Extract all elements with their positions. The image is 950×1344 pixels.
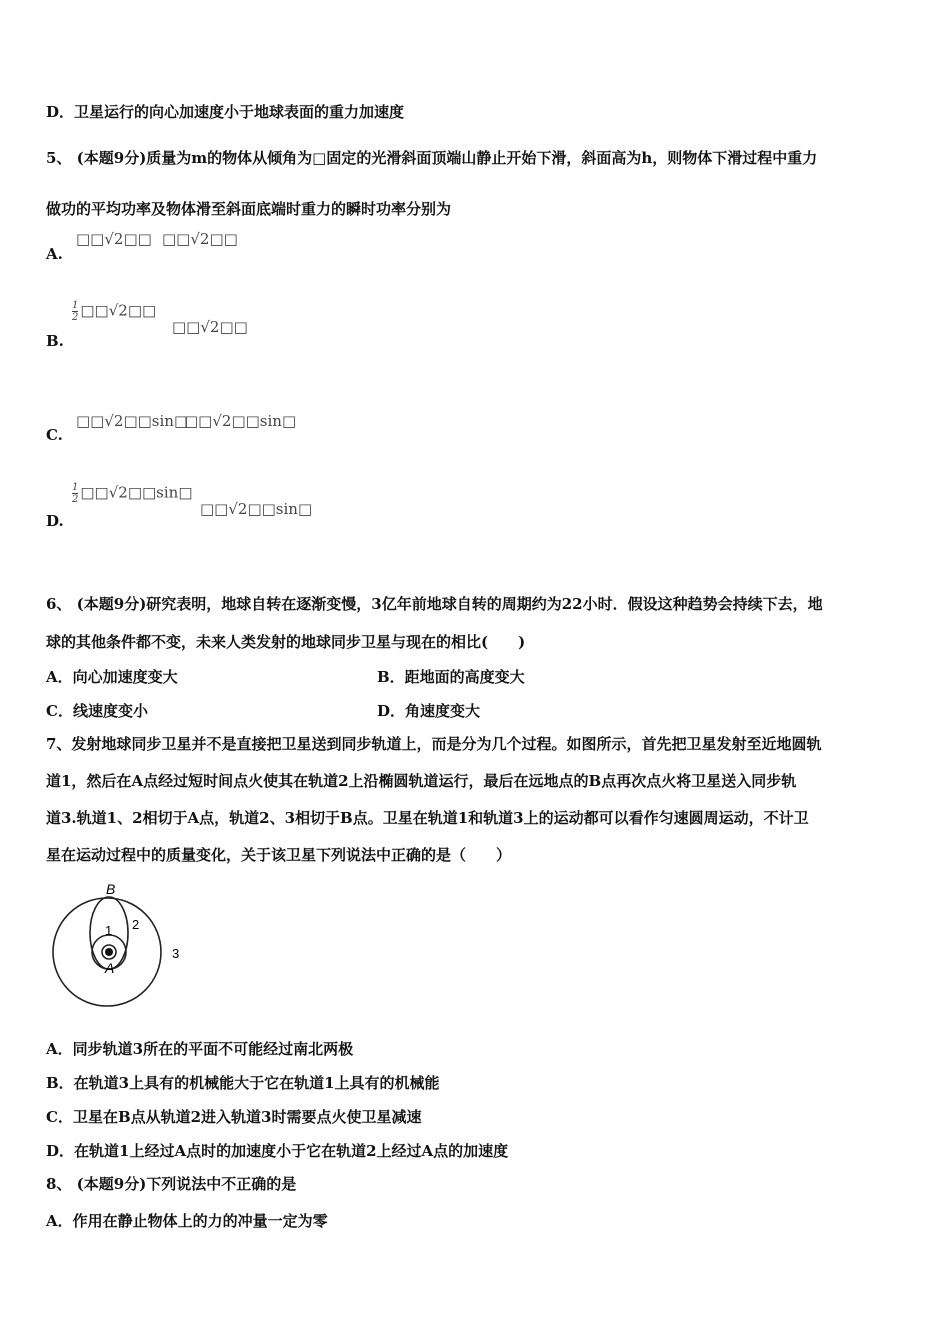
q5-option-d-formula-1: $\frac{1}{2}$ □□√2□□sin□ [72,482,193,505]
q6-option-a: A．向心加速度变大 [46,668,178,686]
q5-option-d-formula-2: □□√2□□sin□ [200,500,313,518]
q7-stem-line4: 星在运动过程中的质量变化，关于该卫星下列说法中正确的是（ ） [46,846,512,864]
q7-stem-line3: 道3.轨道1、2相切于A点，轨道2、3相切于B点。卫星在轨道1和轨道3上的运动都可以看作匀速圆周运动，不计卫 [46,809,809,827]
q5-option-b-label: B. [46,332,64,350]
q7-option-a: A．同步轨道3所在的平面不可能经过南北两极 [46,1040,354,1058]
q8-option-a: A．作用在静止物体上的力的冲量一定为零 [46,1212,328,1230]
q6-option-b: B．距地面的高度变大 [377,668,525,686]
q7-option-b: B．在轨道3上具有的机械能大于它在轨道1上具有的机械能 [46,1074,440,1092]
orbit-2-label: 2 [132,917,140,932]
orbit-3-label: 3 [172,946,180,961]
q5-option-c-formula-2: □□√2□□sin□ [184,412,297,430]
q5-option-a-formula-2: □□√2□□ [162,230,238,248]
point-b-label: B [106,881,116,897]
q4-option-d: D．卫星运行的向心加速度小于地球表面的重力加速度 [46,103,405,121]
q5-option-c-formula-1: □□√2□□sin□ [76,412,189,430]
orbit-1-label: 1 [105,923,113,938]
q6-stem-line1: 6、 (本题9分)研究表明，地球自转在逐渐变慢，3亿年前地球自转的周期约为22小时．假设这种趋势会持续下去，地 [46,595,823,613]
q7-option-d: D．在轨道1上经过A点时的加速度小于它在轨道2上经过A点的加速度 [46,1142,509,1160]
earth-dot [105,948,113,956]
q6-option-c: C．线速度变小 [46,702,148,720]
q5-option-a-formula-1: □□√2□□ [76,230,152,248]
q5-option-b-formula-2: □□√2□□ [172,318,248,336]
q5-stem-line1: 5、 (本题9分)质量为m的物体从倾角为□固定的光滑斜面顶端山静止开始下滑，斜面高为h，则物体下滑过程中重力 [46,149,818,167]
q5-option-b-formula-1: $\frac{1}{2}$ □□√2□□ [72,300,157,323]
q6-option-d: D．角速度变大 [377,702,481,720]
q8-stem-line1: 8、 (本题9分)下列说法中不正确的是 [46,1175,297,1193]
q5-option-b-fraction: $\frac{1}{2}$ [72,300,79,323]
q5-stem-line2: 做功的平均功率及物体滑至斜面底端时重力的瞬时功率分别为 [46,200,452,218]
q7-option-c: C．卫星在B点从轨道2进入轨道3时需要点火使卫星减速 [46,1108,422,1126]
q5-option-c-label: C. [46,426,63,444]
orbit-diagram [46,878,196,1012]
q5-option-d-label: D. [46,512,64,530]
q7-stem-line2: 道1，然后在A点经过短时间点火使其在轨道2上沿椭圆轨道运行，最后在远地点的B点再次点火将卫星送入同步轨 [46,772,797,790]
q7-stem-line1: 7、发射地球同步卫星并不是直接把卫星送到同步轨道上，而是分为几个过程。如图所示，首先把卫星发射至近地圆轨 [46,735,822,753]
q6-stem-line2: 球的其他条件都不变，未来人类发射的地球同步卫星与现在的相比( ) [46,633,526,651]
point-a-label: A [105,960,115,976]
q5-option-d-fraction: $\frac{1}{2}$ [72,482,79,505]
q5-option-a-label: A. [46,245,63,263]
